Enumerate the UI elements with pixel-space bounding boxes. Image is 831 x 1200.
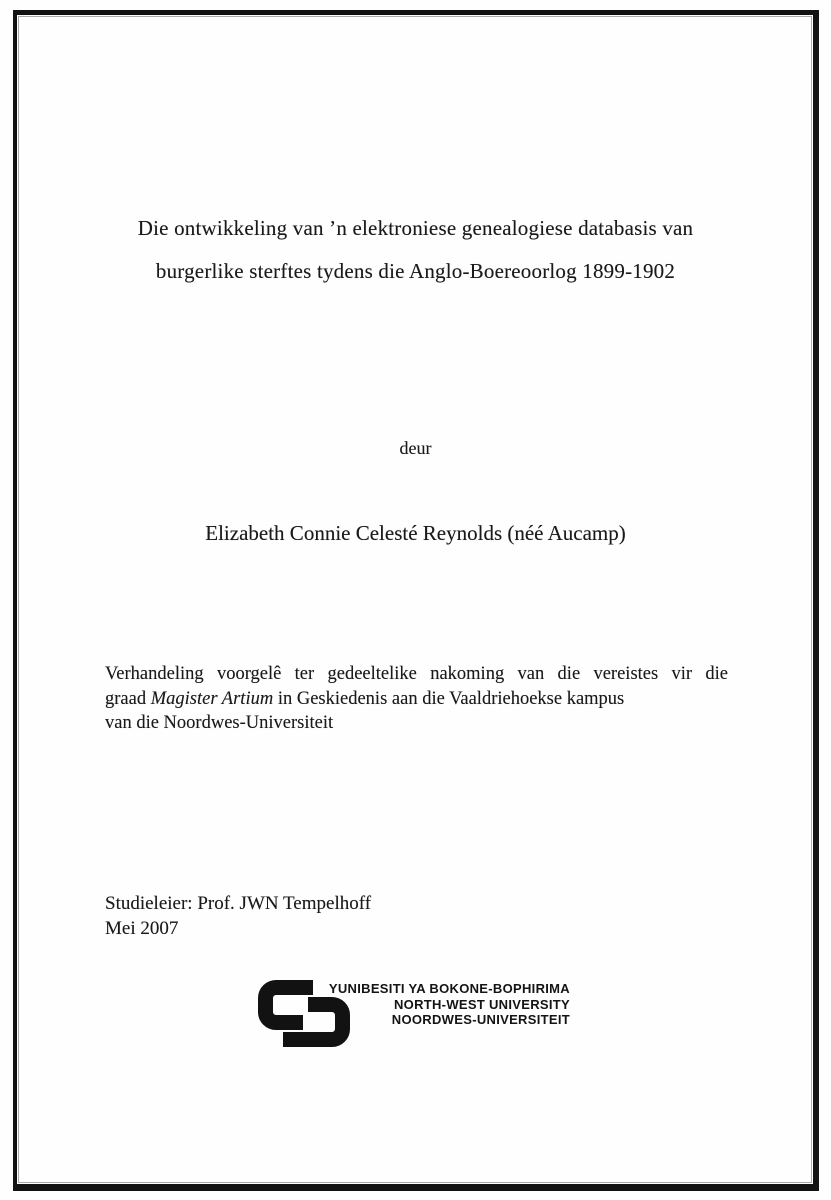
author-name: Elizabeth Connie Celesté Reynolds (néé Aucamp) xyxy=(205,521,626,545)
submission-line-1: Verhandeling voorgelê ter gedeeltelike nakoming van die vereistes vir die xyxy=(105,664,728,684)
byline-deur: deur xyxy=(399,438,432,458)
thesis-title-line-1: Die ontwikkeling van ’n elektroniese genealogiese databasis van xyxy=(137,216,694,240)
thesis-title xyxy=(60,207,771,293)
date-line: Mei 2007 xyxy=(105,918,179,939)
supervisor-block xyxy=(105,891,371,941)
university-name-afrikaans: NOORDWES-UNIVERSITEIT xyxy=(391,1012,570,1028)
submission-line-2-post: in Geskiedenis aan die Vaaldriehoekse kampus xyxy=(273,688,625,709)
university-name-setswana: YUNIBESITI YA BOKONE-BOPHIRIMA xyxy=(328,981,570,996)
supervisor-line: Studieleier: Prof. JWN Tempelhoff xyxy=(105,893,372,914)
university-wordmark xyxy=(329,981,570,1028)
degree-name-italic: Magister Artium xyxy=(150,688,274,709)
university-name-english: NORTH-WEST UNIVERSITY xyxy=(393,996,570,1012)
submission-line-3: van die Noordwes-Universiteit xyxy=(105,713,334,733)
submission-line-2 xyxy=(105,687,728,712)
submission-line-2-pre: graad xyxy=(105,688,151,709)
thesis-title-line-2: burgerlike sterftes tydens die Anglo-Boereoorlog 1899-1902 xyxy=(155,259,676,283)
submission-statement xyxy=(105,662,728,736)
